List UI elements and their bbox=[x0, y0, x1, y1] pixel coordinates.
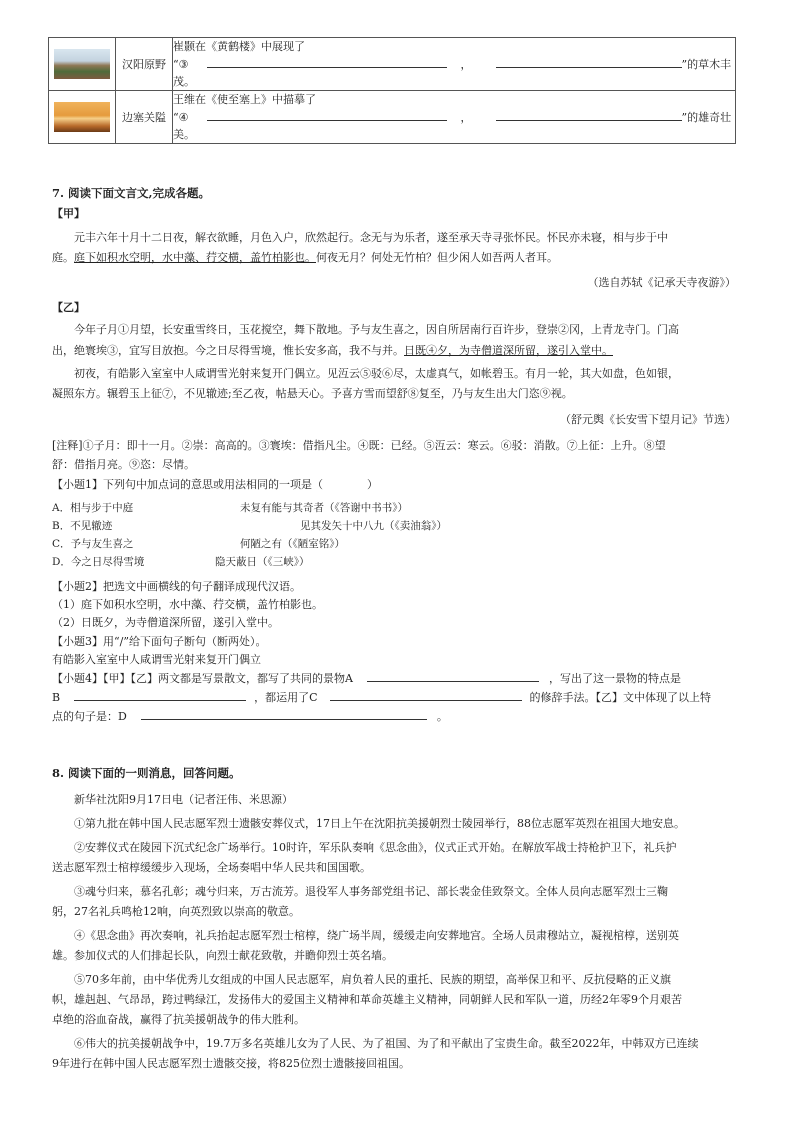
option-b[interactable]: B．不见辙迹 bbox=[52, 520, 113, 532]
subquestion-2-2: （2）日既夕，为寺僧道深所留，遂引入堂中。 bbox=[52, 616, 279, 629]
poem-scene-table bbox=[48, 37, 736, 144]
jia-line-1: 元丰六年十月十二日夜，解衣欲睡，月色入户，欣然起行。念无与为乐者，遂至承天寺寻张怀民。怀民亦未寝，相与步于中 bbox=[74, 231, 668, 244]
answer-blank[interactable] bbox=[207, 108, 447, 121]
subquestion-1: 【小题1】下列句中加点词的意思或用法相同的一项是（ ） bbox=[52, 478, 378, 491]
subquestion-4-line-1: 【小题4】【甲】【乙】两文都是写景散文，都写了共同的景物A ，写出了这一景物的特点是 bbox=[52, 669, 740, 689]
table-row bbox=[49, 38, 736, 91]
scene-description: 王维在《使至塞上》中描摹了 “④ ， ”的雄奇壮 美。 bbox=[173, 91, 736, 144]
subquestion-2-1: （1）庭下如积水空明，水中藻、荇交横，盖竹柏影也。 bbox=[52, 598, 323, 611]
news-para-6: ⑥伟大的抗美援朝战争中，19.7万多名英雄儿女为了人民、为了祖国、为了和平献出了宝贵生命。截至2022年，中韩双方已连续 bbox=[74, 1037, 699, 1050]
underlined-sentence: 日既④夕，为寺僧道深所留，遂引入堂中。 bbox=[404, 344, 613, 357]
subquestion-3-text: 有皓影入室室中人咸谓雪光射来复开门偶立 bbox=[52, 653, 261, 666]
table-row bbox=[49, 91, 736, 144]
option-c[interactable]: C．予与友生喜之 bbox=[52, 538, 134, 550]
news-para-2-cont: 送志愿军烈士棺椁缓缓步入现场，全场奏唱中华人民共和国国歌。 bbox=[52, 861, 371, 874]
answer-blank[interactable] bbox=[207, 55, 447, 68]
news-para-6-cont: 9年进行在韩中国人民志愿军烈士遗骸交接，将825位烈士遗骸接回祖国。 bbox=[52, 1057, 410, 1070]
news-para-3-cont: 躬，27名礼兵鸣枪12响，向英烈致以崇高的敬意。 bbox=[52, 905, 300, 918]
option-a-compare: 未复有能与其奇者（《答谢中书书》） bbox=[240, 502, 408, 514]
q8-title: 8. 阅读下面的一则消息，回答问题。 bbox=[52, 766, 241, 780]
frontier-image bbox=[54, 102, 110, 132]
subquestion-4-line-3: 点的句子是：D 。 bbox=[52, 707, 740, 727]
place-name: 汉阳原野 bbox=[116, 38, 173, 91]
news-para-1: ①第九批在韩中国人民志愿军烈士遗骸安葬仪式，17日上午在沈阳抗美援朝烈士陵园举行，88位志愿军英烈在祖国大地安息。 bbox=[74, 817, 685, 830]
notes-line-2: 舒：借指月亮。⑨恣：尽情。 bbox=[52, 458, 195, 471]
answer-blank[interactable] bbox=[496, 55, 682, 68]
news-lead: 新华社沈阳9月17日电（记者汪伟、米思源） bbox=[74, 793, 293, 806]
answer-blank[interactable] bbox=[330, 688, 522, 701]
yi-line-4: 凝照东方。辗碧玉上征⑦，不见辙迹;至乙夜，帖悬天心。予喜方雪而望舒⑧复至，乃与友生出大门恣⑨视。 bbox=[52, 387, 573, 400]
yi-line-3: 初夜，有皓影入室室中人咸谓雪光射来复开门偶立。见沍云⑤驳⑥尽，太虚真气，如帐碧玉。有月一轮，其大如盘，色如银， bbox=[74, 367, 679, 380]
news-para-5-cont2: 卓绝的浴血奋战，赢得了抗美援朝战争的伟大胜利。 bbox=[52, 1013, 305, 1026]
news-para-5-cont: 帜，雄赳赳、气昂昂，跨过鸭绿江，发扬伟大的爱国主义精神和革命英雄主义精神，同朝鲜人民和军队一道，历经2年零9个月艰苦 bbox=[52, 993, 682, 1006]
q7-title: 7. 阅读下面文言文,完成各题。 bbox=[52, 186, 211, 200]
jia-source: （选自苏轼《记承天寺夜游》） bbox=[587, 276, 736, 289]
option-c-compare: 何陋之有（《陋室铭》） bbox=[240, 538, 345, 550]
subquestion-2: 【小题2】把选文中画横线的句子翻译成现代汉语。 bbox=[52, 580, 301, 593]
news-para-4-cont: 雄。参加仪式的人们排起长队，向烈士献花致敬，并瞻仰烈士英名墙。 bbox=[52, 949, 393, 962]
yi-source: （舒元舆《长安雪下望月记》节选） bbox=[560, 413, 736, 426]
option-d-compare: 隐天蔽日（《三峡》） bbox=[215, 556, 310, 568]
yi-line-1: 今年子月①月望，长安重雪终日，玉花搅空，舞下散地。予与友生喜之，因自所居南行百许步，登崇②冈，上青龙寺门。门高 bbox=[74, 323, 679, 336]
answer-blank[interactable] bbox=[141, 707, 427, 720]
option-a[interactable]: A．相与步于中庭 bbox=[52, 502, 134, 514]
subquestion-4-line-2: B ，都运用了C 的修辞手法。【乙】文中体现了以上特 bbox=[52, 688, 740, 708]
yi-line-2: 出，绝寰埃③，宜写目放抱。今之日尽得雪境，惟长安多高，我不与并。日既④夕，为寺僧道深所留，遂引入堂中。 bbox=[52, 344, 613, 357]
yi-label: 【乙】 bbox=[52, 301, 85, 314]
scene-description: 崔颢在《黄鹤楼》中展现了 “③ ， ”的草木丰 茂。 bbox=[173, 38, 736, 91]
answer-blank[interactable] bbox=[367, 669, 539, 682]
hanyang-plain-image bbox=[54, 49, 110, 79]
jia-label: 【甲】 bbox=[52, 207, 85, 220]
option-d[interactable]: D．今之日尽得雪境 bbox=[52, 556, 145, 568]
news-para-5: ⑤70多年前，由中华优秀儿女组成的中国人民志愿军，肩负着人民的重托、民族的期望，高举保卫和平、反抗侵略的正义旗 bbox=[74, 973, 671, 986]
jia-line-2: 庭。庭下如积水空明，水中藻、荇交横，盖竹柏影也。何夜无月？何处无竹柏？但少闲人如吾两人者耳。 bbox=[52, 251, 558, 264]
news-para-3: ③魂兮归来，慕名孔彰；魂兮归来，万古流芳。退役军人事务部党组书记、部长裴金佳致祭文。全体人员向志愿军烈士三鞠 bbox=[74, 885, 668, 898]
news-para-4: ④《思念曲》再次奏响，礼兵抬起志愿军烈士棺椁，绕广场半周，缓缓走向安葬地宫。全场人员肃穆站立，凝视棺椁，送别英 bbox=[74, 929, 679, 942]
option-b-compare: 见其发矢十中八九（《卖油翁》） bbox=[300, 520, 447, 532]
subquestion-3: 【小题3】用“/”给下面句子断句（断两处）。 bbox=[52, 635, 267, 648]
answer-blank[interactable] bbox=[496, 108, 682, 121]
underlined-sentence: 庭下如积水空明，水中藻、荇交横，盖竹柏影也。 bbox=[74, 251, 316, 264]
answer-blank[interactable] bbox=[74, 688, 246, 701]
place-name: 边塞关隘 bbox=[116, 91, 173, 144]
notes-line-1: [注释]①子月：即十一月。②崇：高高的。③寰埃：借指凡尘。④既：已经。⑤沍云：寒云。⑥驳：消散。⑦上征：上升。⑧望 bbox=[52, 439, 666, 452]
news-para-2: ②安葬仪式在陵园下沉式纪念广场举行。10时许，军乐队奏响《思念曲》，仪式正式开始。在解放军战士持枪护卫下，礼兵护 bbox=[74, 841, 677, 854]
